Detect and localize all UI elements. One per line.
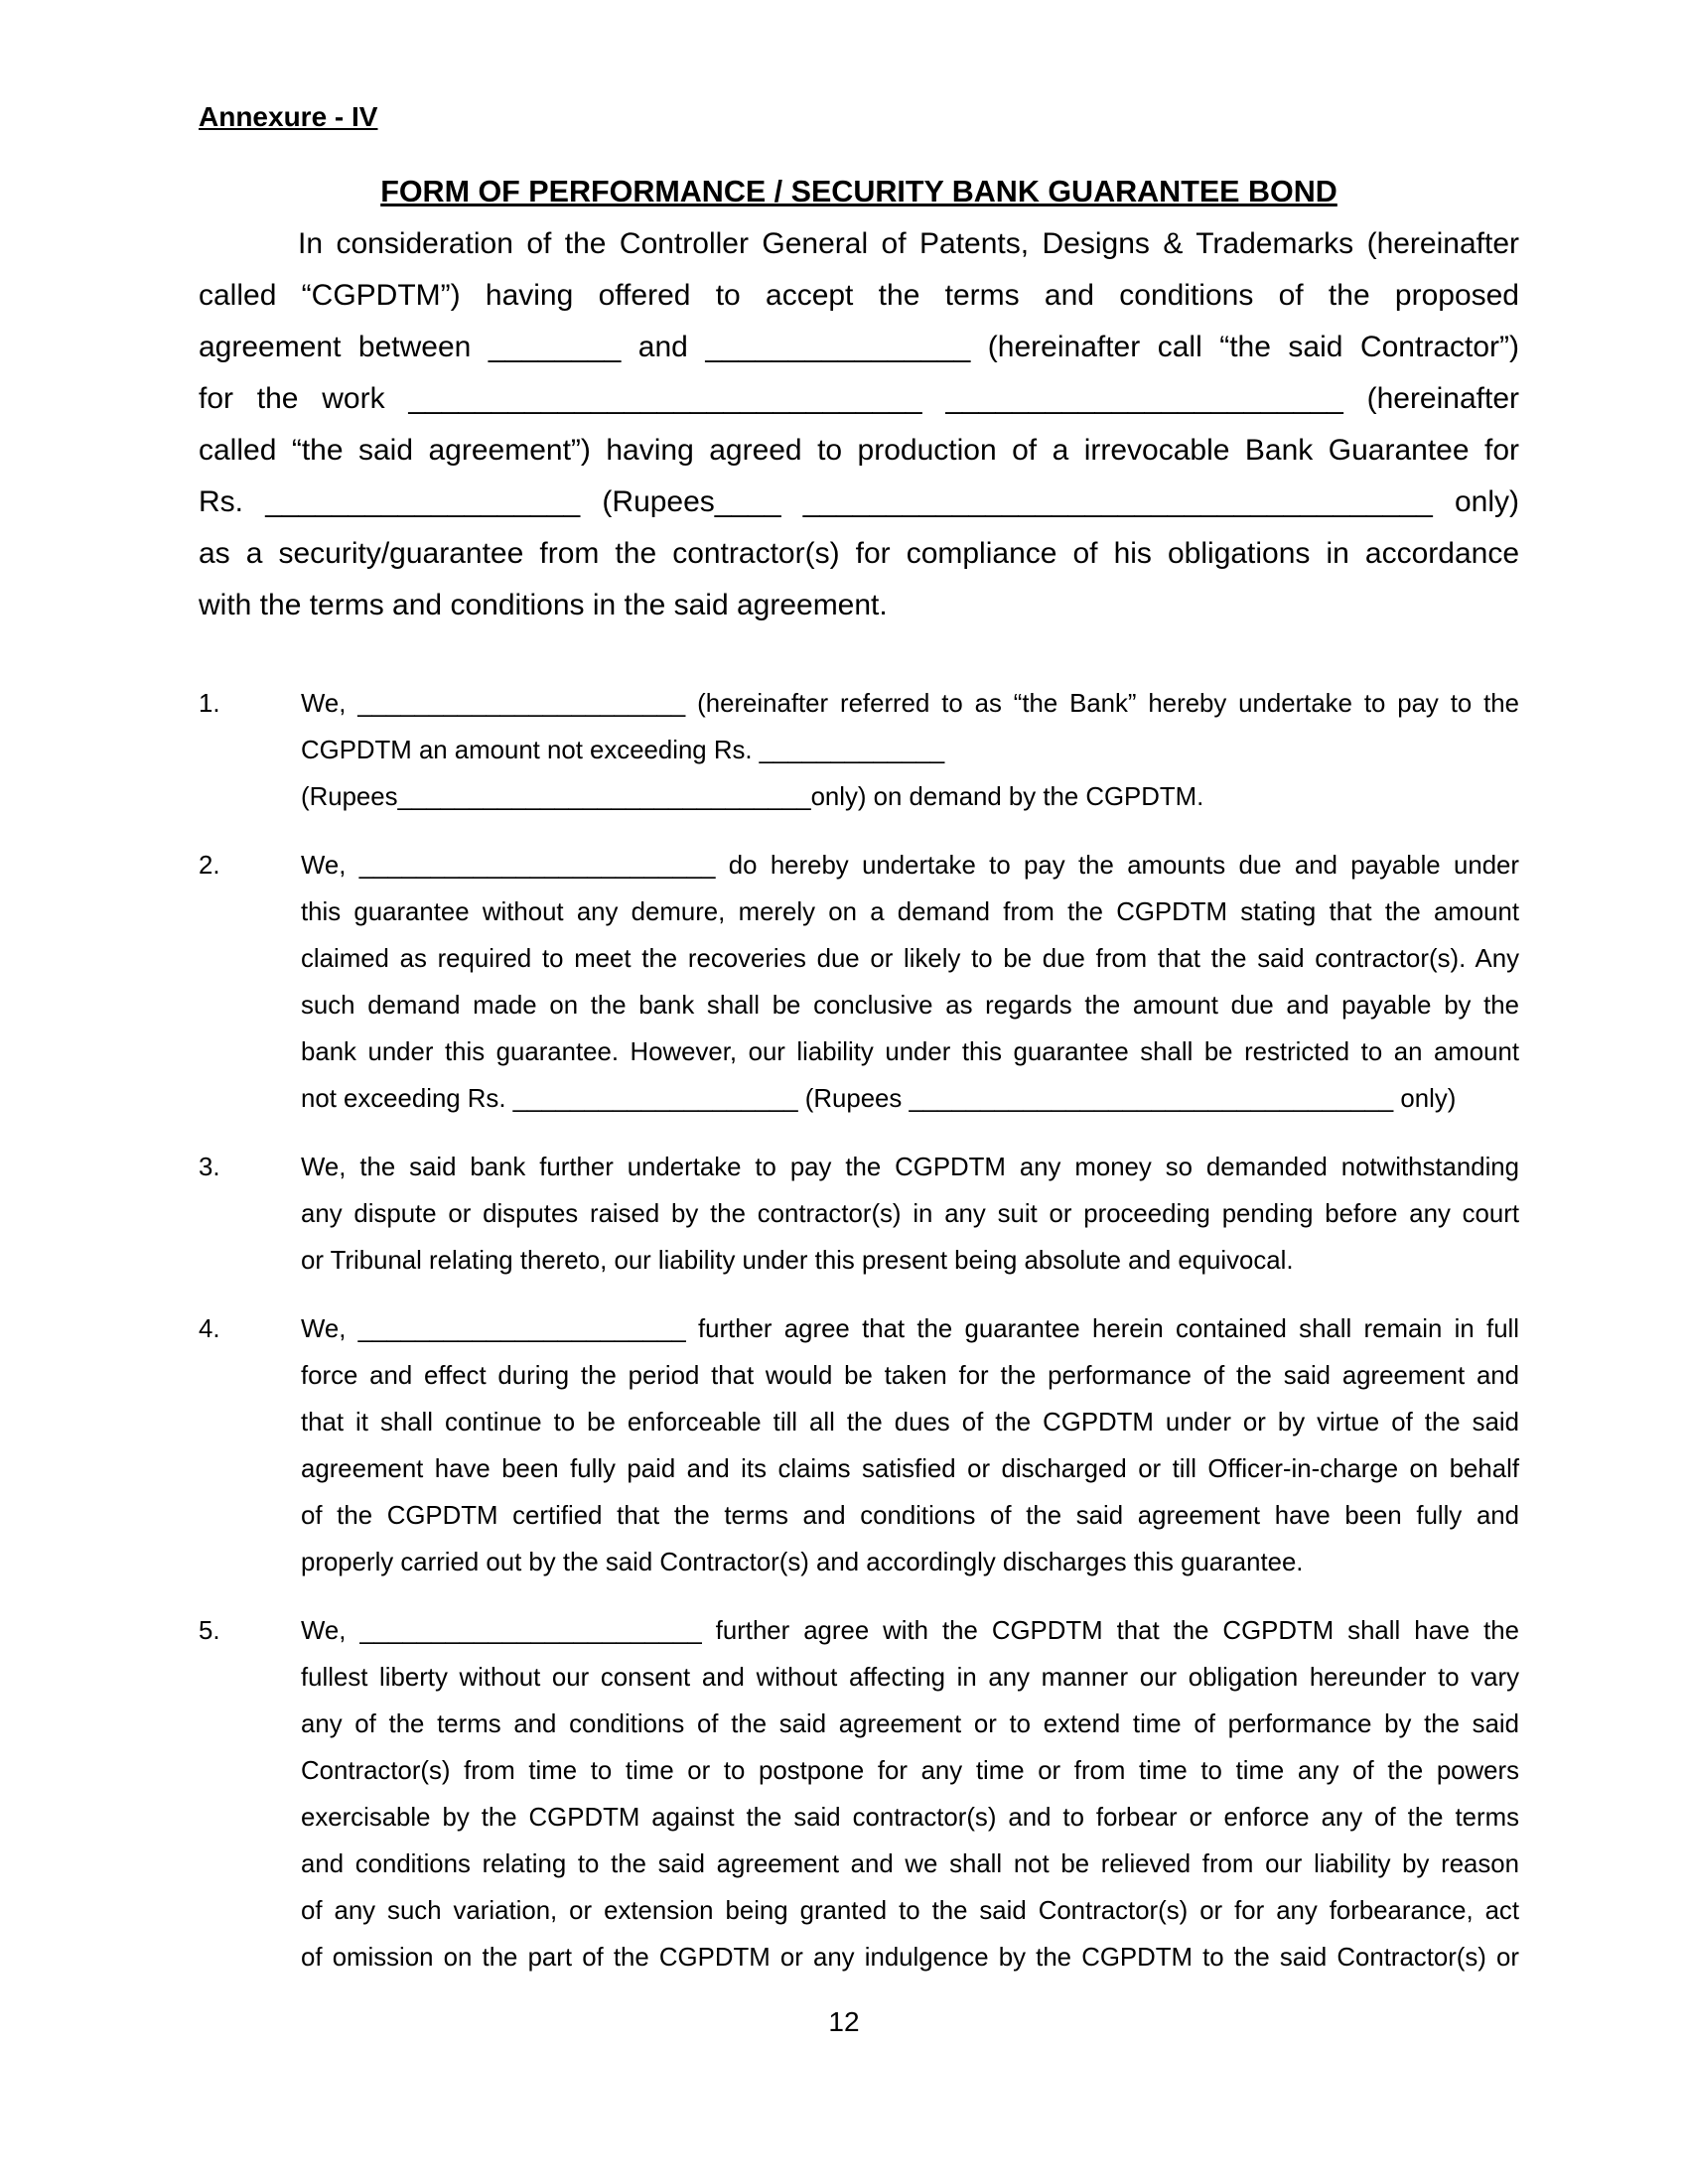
list-item-line: force and effect during the period that would be taken for the performance of the said agreement and xyxy=(301,1362,1519,1390)
list-item-body xyxy=(301,843,1519,1123)
list-item-line: Contractor(s) from time to time or to postpone for any time or from time to time any of the powers xyxy=(301,1757,1519,1785)
intro-line: called “CGPDTM”) having offered to accept the terms and conditions of the proposed xyxy=(199,279,1519,312)
list-item-line: We, the said bank further undertake to pay the CGPDTM any money so demanded notwithstanding xyxy=(301,1154,1519,1181)
list-item-line: and conditions relating to the said agreement and we shall not be relieved from our liability by reason xyxy=(301,1850,1519,1878)
list-item-line: or Tribunal relating thereto, our liability under this present being absolute and equivocal. xyxy=(301,1247,1294,1275)
list-item-line: We, _________________________ do hereby undertake to pay the amounts due and payable under xyxy=(301,852,1519,880)
intro-line: In consideration of the Controller General of Patents, Designs & Trademarks (hereinafter xyxy=(298,227,1519,260)
list-item-line: We, _______________________ (hereinafter referred to as “the Bank” hereby undertake to pay to the xyxy=(301,690,1519,718)
list-item-line: We, ________________________ further agree with the CGPDTM that the CGPDTM shall have the xyxy=(301,1617,1519,1645)
list-item-line: of any such variation, or extension being granted to the said Contractor(s) or for any forbearance, act xyxy=(301,1897,1519,1925)
list-item-line: any dispute or disputes raised by the contractor(s) in any suit or proceeding pending before any court xyxy=(301,1200,1519,1228)
intro-paragraph xyxy=(199,218,1519,631)
list-item xyxy=(199,1306,1519,1586)
list-item-line: not exceeding Rs. ____________________ (Rupees __________________________________ only) xyxy=(301,1085,1457,1113)
list-item-line: any of the terms and conditions of the said agreement or to extend time of performance by the said xyxy=(301,1710,1519,1738)
list-item xyxy=(199,1145,1519,1285)
intro-line: agreement between ________ and ________________ (hereinafter call “the said Contractor”) xyxy=(199,331,1519,363)
intro-line: called “the said agreement”) having agreed to production of a irrevocable Bank Guarantee for xyxy=(199,434,1519,467)
annexure-label: Annexure - IV xyxy=(199,101,378,132)
intro-line: Rs. ___________________ (Rupees____ ______________________________________ only) xyxy=(199,485,1519,518)
list-item-number: 3. xyxy=(199,1154,220,1181)
list-item xyxy=(199,1608,1519,1981)
list-item-line: (Rupees_____________________________only) on demand by the CGPDTM. xyxy=(301,783,1204,811)
page-title: FORM OF PERFORMANCE / SECURITY BANK GUARANTEE BOND xyxy=(380,175,1337,208)
list-item-line: that it shall continue to be enforceable till all the dues of the CGPDTM under or by virtue of the said xyxy=(301,1409,1519,1436)
list-item-body xyxy=(301,1145,1519,1285)
list-item-line: CGPDTM an amount not exceeding Rs. _____________ xyxy=(301,737,945,764)
intro-line: with the terms and conditions in the said agreement. xyxy=(199,589,888,621)
list-item-line: fullest liberty without our consent and without affecting in any manner our obligation hereunder to vary xyxy=(301,1664,1519,1692)
list-item-number: 5. xyxy=(199,1617,220,1645)
list-item-line: bank under this guarantee. However, our liability under this guarantee shall be restricted to an amount xyxy=(301,1038,1519,1066)
list-item-number: 1. xyxy=(199,690,220,718)
list-item xyxy=(199,681,1519,821)
list-item-line: of the CGPDTM certified that the terms and conditions of the said agreement have been fully and xyxy=(301,1502,1519,1530)
numbered-list xyxy=(199,681,1519,1981)
list-item-number: 4. xyxy=(199,1315,220,1343)
list-item-line: claimed as required to meet the recoveries due or likely to be due from that the said contractor(s). Any xyxy=(301,945,1519,973)
list-item-line: We, _______________________ further agree that the guarantee herein contained shall remain in full xyxy=(301,1315,1519,1343)
intro-line: as a security/guarantee from the contractor(s) for compliance of his obligations in accordance xyxy=(199,537,1519,570)
list-item xyxy=(199,843,1519,1123)
list-item-line: exercisable by the CGPDTM against the said contractor(s) and to forbear or enforce any of the terms xyxy=(301,1804,1519,1832)
list-item-line: of omission on the part of the CGPDTM or any indulgence by the CGPDTM to the said Contractor(s) or xyxy=(301,1944,1519,1972)
page-number: 12 xyxy=(828,2006,860,2037)
list-item-line: such demand made on the bank shall be conclusive as regards the amount due and payable by the xyxy=(301,992,1519,1020)
list-item-body xyxy=(301,681,1519,821)
list-item-body xyxy=(301,1306,1519,1586)
list-item-number: 2. xyxy=(199,852,220,880)
list-item-line: properly carried out by the said Contractor(s) and accordingly discharges this guarantee. xyxy=(301,1549,1304,1576)
intro-line: for the work _______________________________ ________________________ (hereinafter xyxy=(199,382,1519,415)
list-item-line: this guarantee without any demure, merely on a demand from the CGPDTM stating that the amount xyxy=(301,898,1519,926)
list-item-body xyxy=(301,1608,1519,1981)
list-item-line: agreement have been fully paid and its claims satisfied or discharged or till Officer-in-charge on behalf xyxy=(301,1455,1519,1483)
